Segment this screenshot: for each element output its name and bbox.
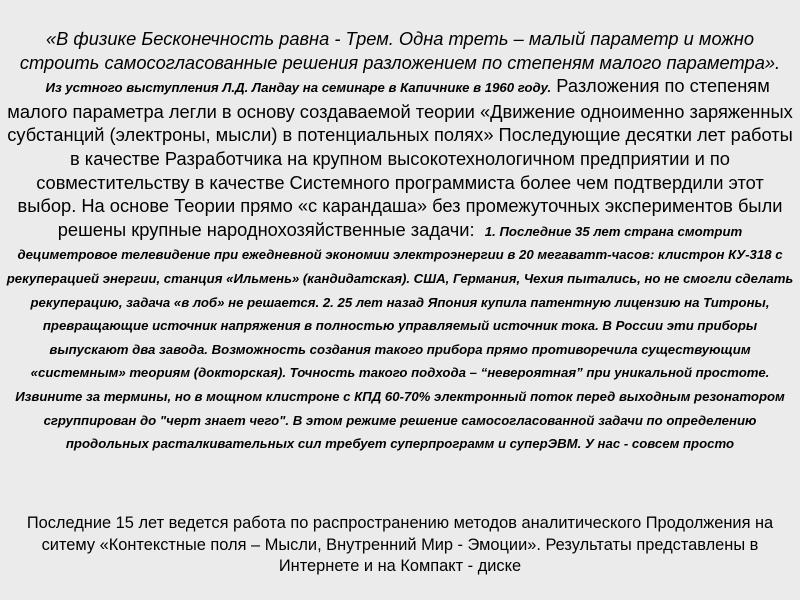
bottom-paragraph: Последние 15 лет ведется работа по распространению методов аналитического Продолжения на ситему «Контекстные поля – Мысли, Внутренний Мир - Эмоции». Результаты представлены в Интернете и на Компакт - диске xyxy=(26,514,774,576)
achievements-details: 1. Последние 35 лет страна смотрит дециметровое телевидение при ежедневной экономии электроэнергии в 20 мегаватт-часов: клистрон КУ-318 с рекуперацией энергии, станция «Ильмень» (кандидатская). США, Германия, Чехия пытались, но не смогли сделать рекуперацию, задача «в лоб» не решается. 2. 25 лет назад Япония купила патентную лицензию на Титроны, превращающие источник напряжения в полностью управляемый источник тока. В России эти приборы выпускают два завода. Возможность создания такого прибора прямо противоречила существующим «системным» теориям (докторская). Точность такого подхода – “невероятная” при уникальной простоте. Извините за термины, но в мощном клистроне с КПД 60-70% электронный поток перед выходным резонатором сгруппирован до "черт знает чего". В этом режиме решение самосогласованной задачи по определению продольных расталкивательных сил требует суперпрограмм и суперЭВМ. У нас - совсем просто xyxy=(6,223,794,452)
main-paragraph: Разложения по степеням малого параметра легли в основу создаваемой теории «Движение одноименно заряженных субстанций (электроны, мысли) в потенциальных полях» Последующие десятки лет работы в качестве Разработчика на крупном высокотехнологичном предприятии и по совместительству в качестве Системного программиста более чем подтвердили этот выбор. На основе Теории прямо «с карандаша» без промежуточных экспериментов были решены крупные народнохозяйственные задачи: xyxy=(7,75,793,240)
quote-source: Из устного выступления Л.Д. Ландау на семинаре в Капичнике в 1960 году. xyxy=(45,80,552,96)
top-text-block xyxy=(6,27,794,454)
landau-quote: «В физике Бесконечность равна - Трем. Одна треть – малый параметр и можно строить самосогласованные решения разложением по степеням малого параметра». xyxy=(19,28,781,73)
